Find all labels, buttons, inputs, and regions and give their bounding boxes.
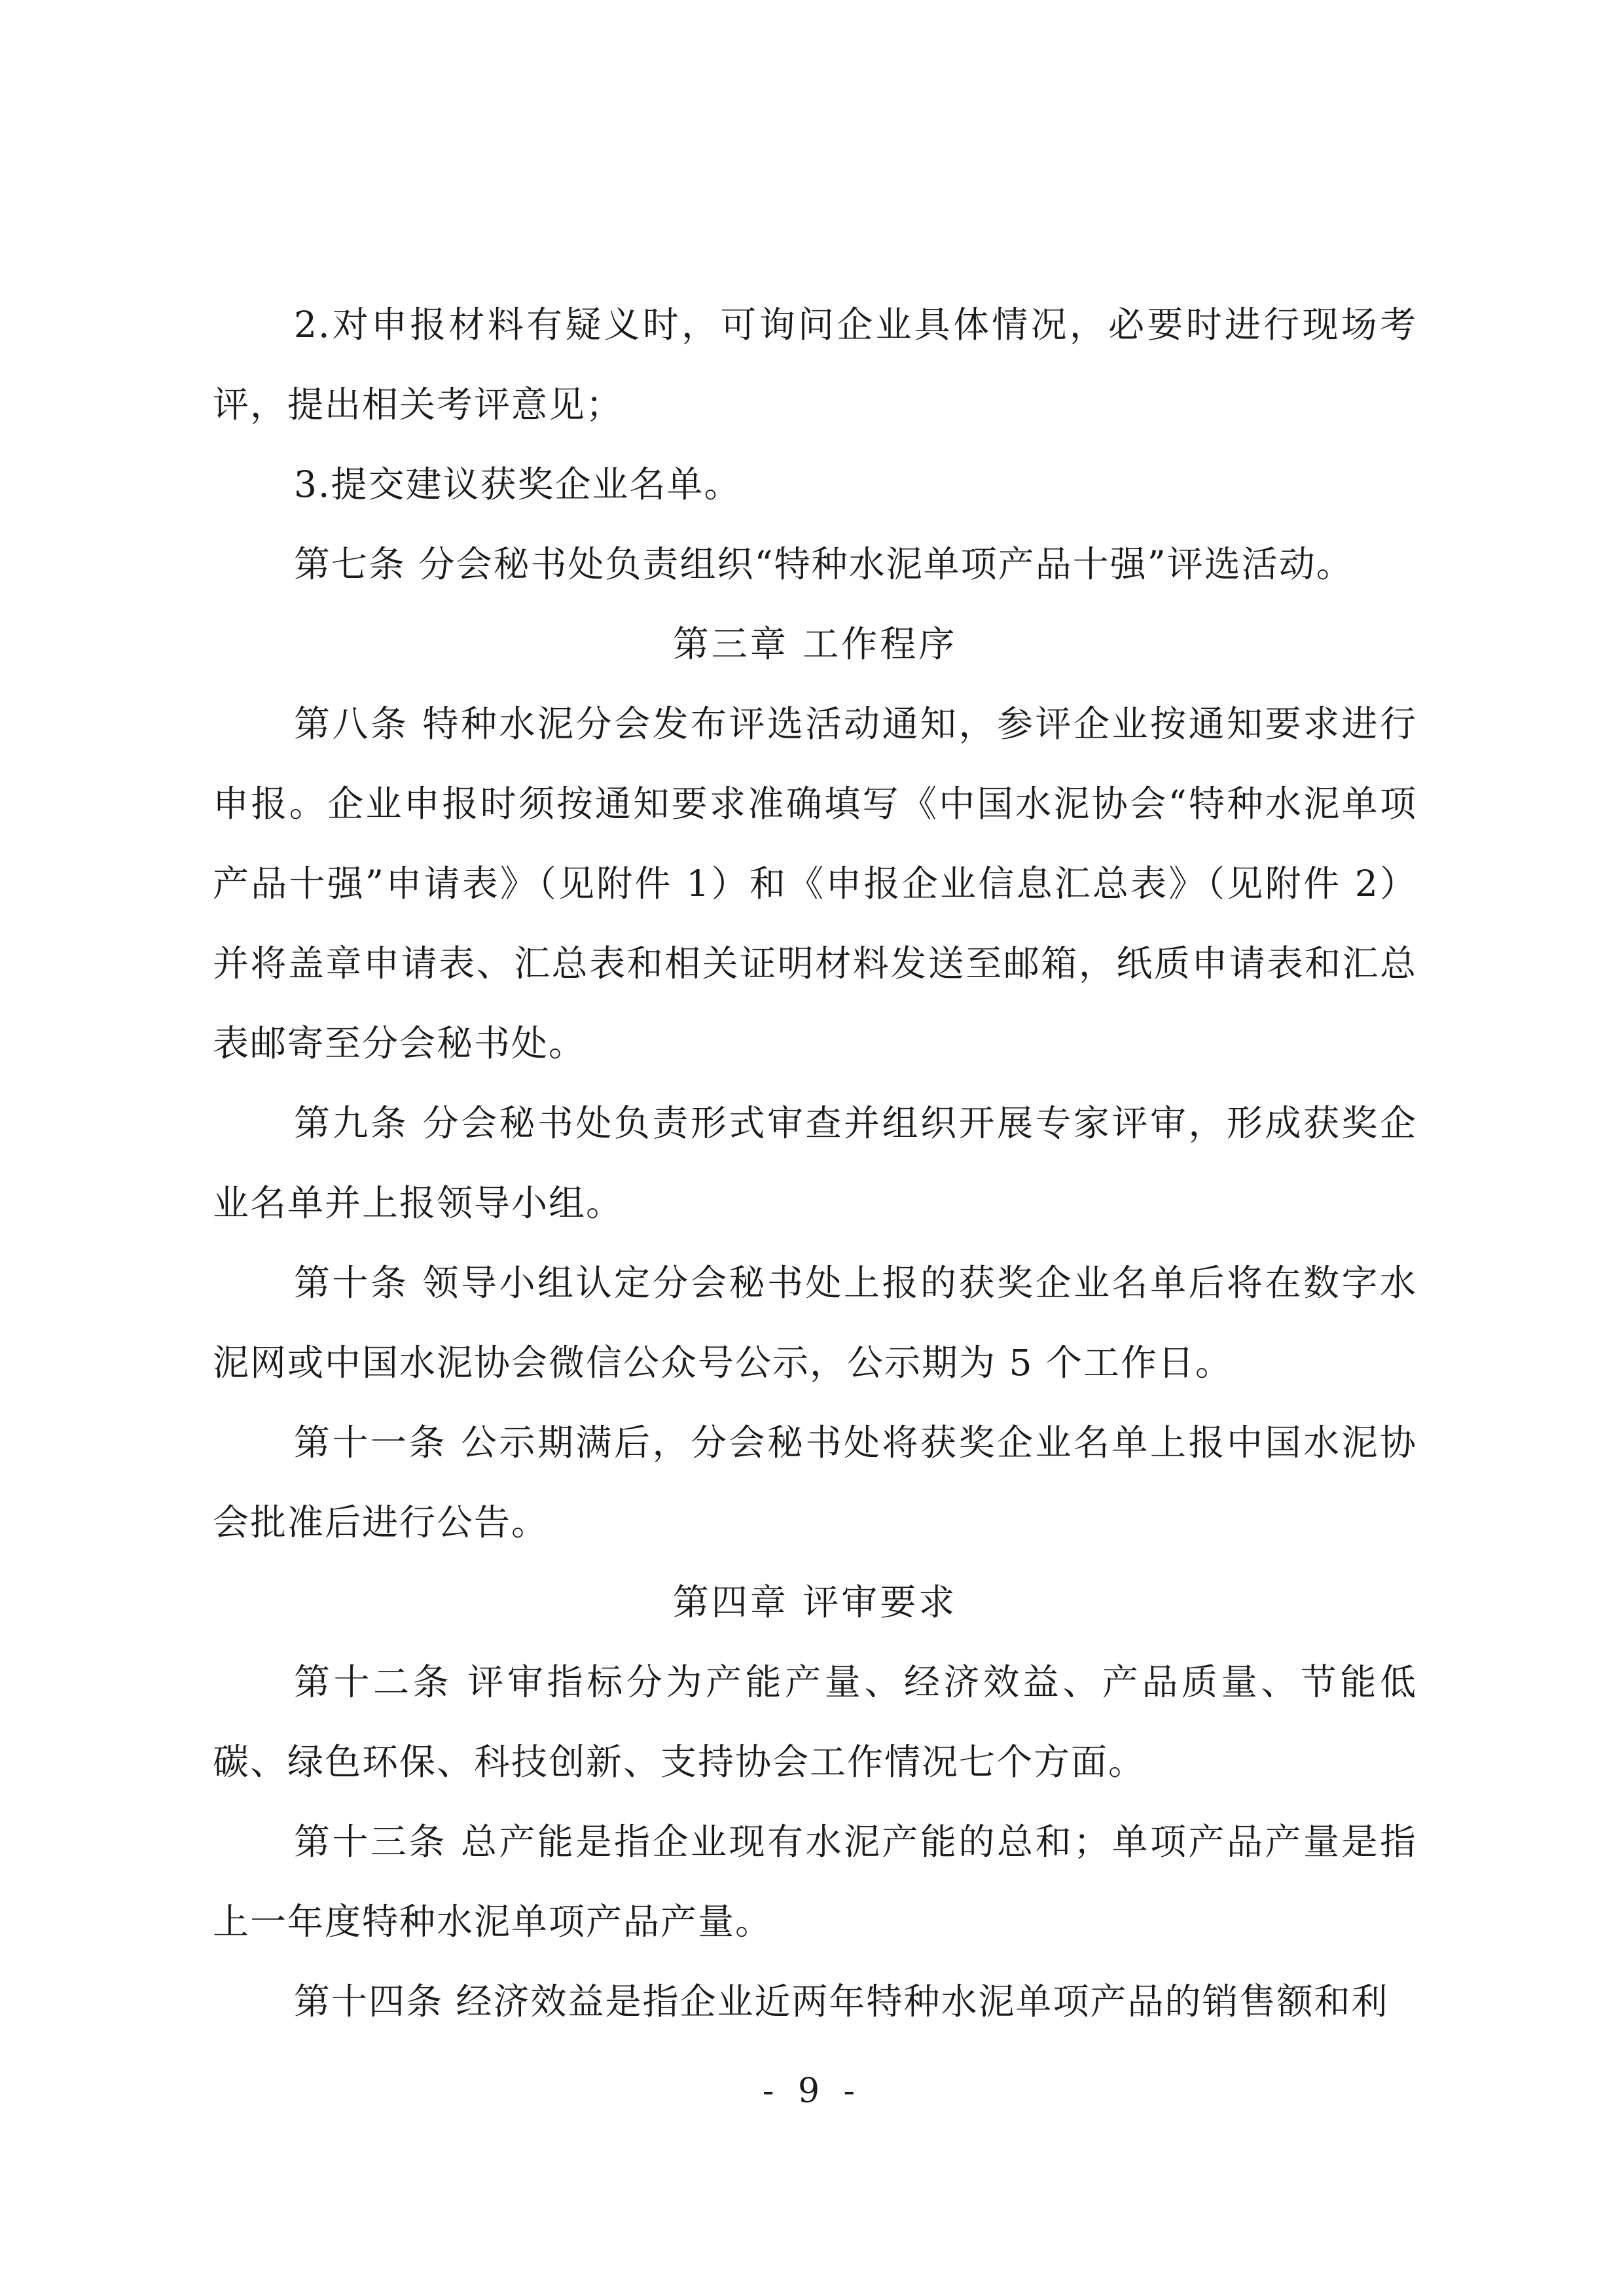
body-text — [213, 285, 1417, 2041]
chapter-4-heading: 第四章 评审要求 — [672, 1581, 958, 1623]
article-14: 第十四条 经济效益是指企业近两年特种水泥单项产品的销售额和利 — [294, 1981, 1389, 2022]
article-12: 第十二条 评审指标分为产能产量、经济效益、产品质量、节能低碳、绿色环保、科技创新、支持协会工作情况七个方面。 — [213, 1661, 1417, 1783]
article-11: 第十一条 公示期满后，分会秘书处将获奖企业名单上报中国水泥协会批准后进行公告。 — [213, 1422, 1417, 1543]
article-9: 第九条 分会秘书处负责形式审查并组织开展专家评审，形成获奖企业名单并上报领导小组。 — [213, 1102, 1417, 1224]
chapter-3-heading: 第三章 工作程序 — [672, 623, 958, 665]
paragraph-item-3: 3.提交建议获奖企业名单。 — [294, 463, 742, 505]
article-13: 第十三条 总产能是指企业现有水泥产能的总和；单项产品产量是指上一年度特种水泥单项产品产量。 — [213, 1821, 1417, 1943]
page-number: - 9 - — [762, 2072, 862, 2111]
article-10: 第十条 领导小组认定分会秘书处上报的获奖企业名单后将在数字水泥网或中国水泥协会微信公众号公示，公示期为 5 个工作日。 — [213, 1262, 1417, 1384]
article-8: 第八条 特种水泥分会发布评选活动通知，参评企业按通知要求进行申报。企业申报时须按通知要求准确填写《中国水泥协会“特种水泥单项产品十强”申请表》（见附件 1）和《申报企业信息汇总表》（见附件 2）并将盖章申请表、汇总表和相关证明材料发送至邮箱，纸质申请表和汇总表邮寄至分会秘书处。 — [213, 703, 1417, 1064]
article-7: 第七条 分会秘书处负责组织“特种水泥单项产品十强”评选活动。 — [294, 543, 1354, 585]
paragraph-item-2: 2.对申报材料有疑义时，可询问企业具体情况，必要时进行现场考评，提出相关考评意见； — [213, 304, 1417, 425]
